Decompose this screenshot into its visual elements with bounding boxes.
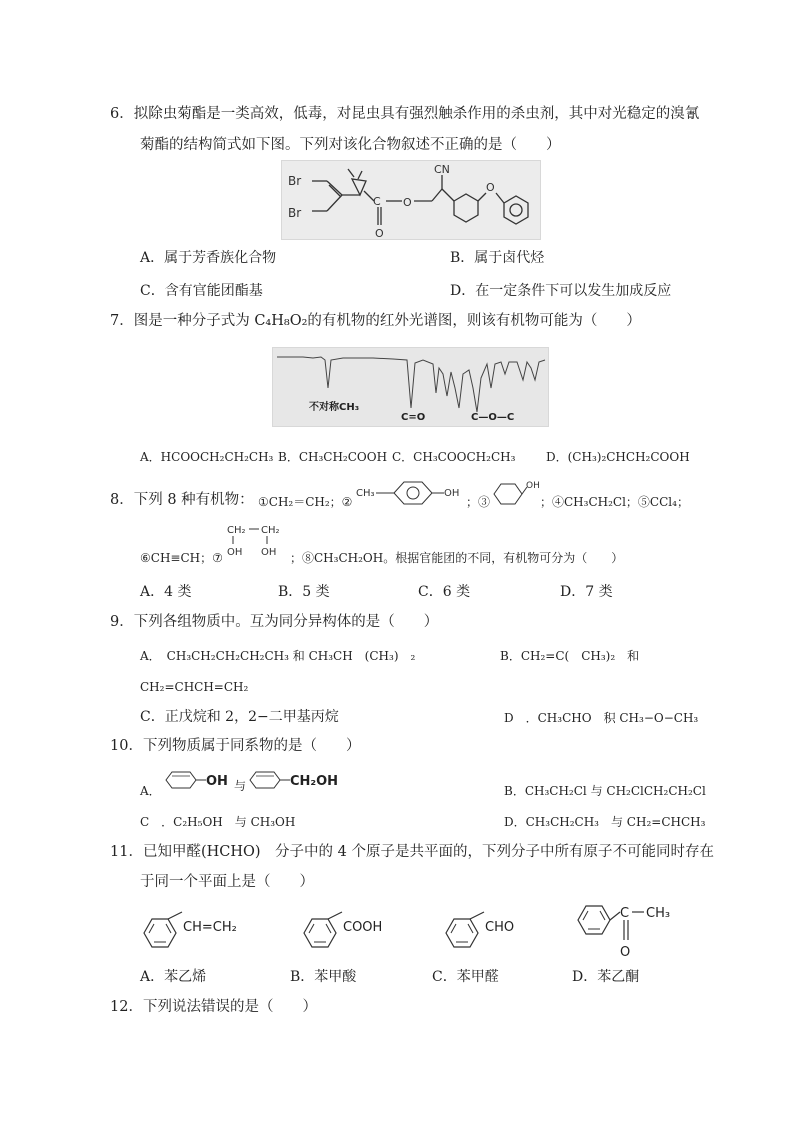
q6-stem-line1: 6．拟除虫菊酯是一类高效，低毒，对昆虫具有强烈触杀作用的杀虫剂，其中对光稳定的溴氰 xyxy=(110,106,700,122)
q9-stem: 9．下列各组物质中。互为同分异构体的是（ ） xyxy=(110,614,439,630)
q11-struct-a-styrene xyxy=(140,908,260,958)
q6-cn-label: CN xyxy=(434,163,450,176)
q11-d-o: O xyxy=(620,945,631,960)
q8-struct-7-ethanediol xyxy=(225,522,289,560)
q11-struct-d-acetophenone xyxy=(574,898,684,964)
q11-struct-c-benzaldehyde xyxy=(442,908,532,958)
q11-option-b: B．苯甲酸 xyxy=(290,969,357,985)
q6-option-b: B．属于卤代烃 xyxy=(450,250,545,266)
q6-option-d: D．在一定条件下可以发生加成反应 xyxy=(450,283,672,299)
q6-stem-line2: 菊酯的结构简式如下图。下列对该化合物叙述不正确的是（ ） xyxy=(140,137,561,153)
q6-br1-label: Br xyxy=(288,174,302,188)
q9-option-b-cont: CH₂=CHCH=CH₂ xyxy=(140,680,249,694)
q11-d-c: C xyxy=(620,906,630,921)
q7-coc-label: C—O—C xyxy=(471,412,515,423)
q7-stem: 7．图是一种分子式为 C₄H₈O₂的有机物的红外光谱图，则该有机物可能为（ ） xyxy=(110,313,641,329)
q7-option-d: D．(CH₃)₂CHCH₂COOH xyxy=(546,450,690,464)
q9-option-d: D ．CH₃CHO 积 CH₃−O−CH₃ xyxy=(504,711,699,725)
q8-struct7-ch2a: CH₂ xyxy=(227,525,246,536)
q10-option-a-label: A． xyxy=(140,784,161,798)
q11-option-d: D．苯乙酮 xyxy=(572,969,640,985)
q12-stem: 12．下列说法错误的是（ ） xyxy=(110,999,317,1015)
q10-option-d: D．CH₃CH₂CH₃ 与 CH₂=CHCH₃ xyxy=(504,815,706,829)
q6-option-c: C．含有官能团酯基 xyxy=(140,283,263,299)
q8-struct2-ch3: CH₃ xyxy=(356,488,375,499)
q10-a-oh: OH xyxy=(206,774,228,789)
q8-item-6: ⑥CH≡CH；⑦ xyxy=(140,551,223,565)
q8-option-c: C．6 类 xyxy=(418,584,471,600)
q10-a-ch2oh: CH₂OH xyxy=(290,774,339,789)
q9-option-b: B．CH₂=C( CH₃)₂ 和 xyxy=(500,649,640,663)
q10-stem: 10．下列物质属于同系物的是（ ） xyxy=(110,738,361,754)
q8-item-3: ；③ xyxy=(466,495,491,509)
q6-c-label: C xyxy=(373,195,381,208)
q8-struct2-oh: OH xyxy=(444,488,460,499)
q8-option-b: B．5 类 xyxy=(278,584,330,600)
q8-struct7-ohb: OH xyxy=(261,547,277,558)
q8-item-8: ；⑧CH₃CH₂OH。根据官能团的不同，有机物可分为（ ） xyxy=(290,551,624,565)
q10-option-c: C ．C₂H₅OH 与 CH₃OH xyxy=(140,815,296,829)
q11-stem-line1: 11．已知甲醛(HCHO) 分子中的 4 个原子是共平面的，下列分子中所有原子不可能同时存在 xyxy=(110,844,714,860)
q8-item-1: ①CH₂＝CH₂；② xyxy=(258,495,353,509)
q7-option-c: C．CH₃COOCH₂CH₃ xyxy=(392,450,516,464)
q8-stem-start: 8．下列 8 种有机物： xyxy=(110,492,254,508)
q11-d-ch3: CH₃ xyxy=(646,906,671,921)
q8-option-d: D．7 类 xyxy=(560,584,613,600)
q8-option-a: A．4 类 xyxy=(140,584,192,600)
q11-option-c: C．苯甲醛 xyxy=(432,969,499,985)
q8-struct-3-cyclohexanol xyxy=(490,478,538,510)
q7-asym-ch3-label: 不对称CH₃ xyxy=(309,402,360,413)
q11-option-a: A．苯乙烯 xyxy=(140,969,207,985)
q6-o3-label: O xyxy=(486,181,495,194)
q7-co-label: C=O xyxy=(401,412,426,423)
q8-struct7-ch2b: CH₂ xyxy=(261,525,280,536)
q8-struct7-oha: OH xyxy=(227,547,243,558)
q10-a-and: 与 xyxy=(234,779,247,793)
q8-struct-2-methylphenol xyxy=(356,478,464,510)
q6-option-a: A．属于芳香族化合物 xyxy=(140,250,277,266)
q10-option-a-structures xyxy=(160,766,350,800)
q11-c-cho: CHO xyxy=(485,920,515,935)
q7-option-a: A．HCOOCH₂CH₂CH₃ xyxy=(140,450,274,464)
q11-b-cooh: COOH xyxy=(343,920,383,935)
q8-item-4: ；④CH₃CH₂Cl；⑤CCl₄； xyxy=(540,495,689,509)
q10-option-b: B．CH₃CH₂Cl 与 CH₂ClCH₂CH₂Cl xyxy=(504,784,706,798)
q6-structure-image xyxy=(281,160,541,240)
q11-stem-line2: 于同一个平面上是（ ） xyxy=(140,874,314,890)
q11-struct-b-benzoic-acid xyxy=(300,908,400,958)
q9-option-c: C．正戊烷和 2，2−二甲基丙烷 xyxy=(140,709,339,725)
q7-ir-spectrum xyxy=(272,347,549,427)
q6-o2-label: O xyxy=(403,196,412,209)
q6-br2-label: Br xyxy=(288,206,302,220)
q7-option-b: B．CH₃CH₂COOH xyxy=(278,450,388,464)
q6-o1-label: O xyxy=(375,227,384,240)
q11-a-chch2: CH=CH₂ xyxy=(183,920,237,935)
q9-option-a: A． CH₃CH₂CH₂CH₂CH₃ 和 CH₃CH (CH₃) ₂ xyxy=(140,649,416,663)
q8-struct3-oh: OH xyxy=(526,481,540,491)
